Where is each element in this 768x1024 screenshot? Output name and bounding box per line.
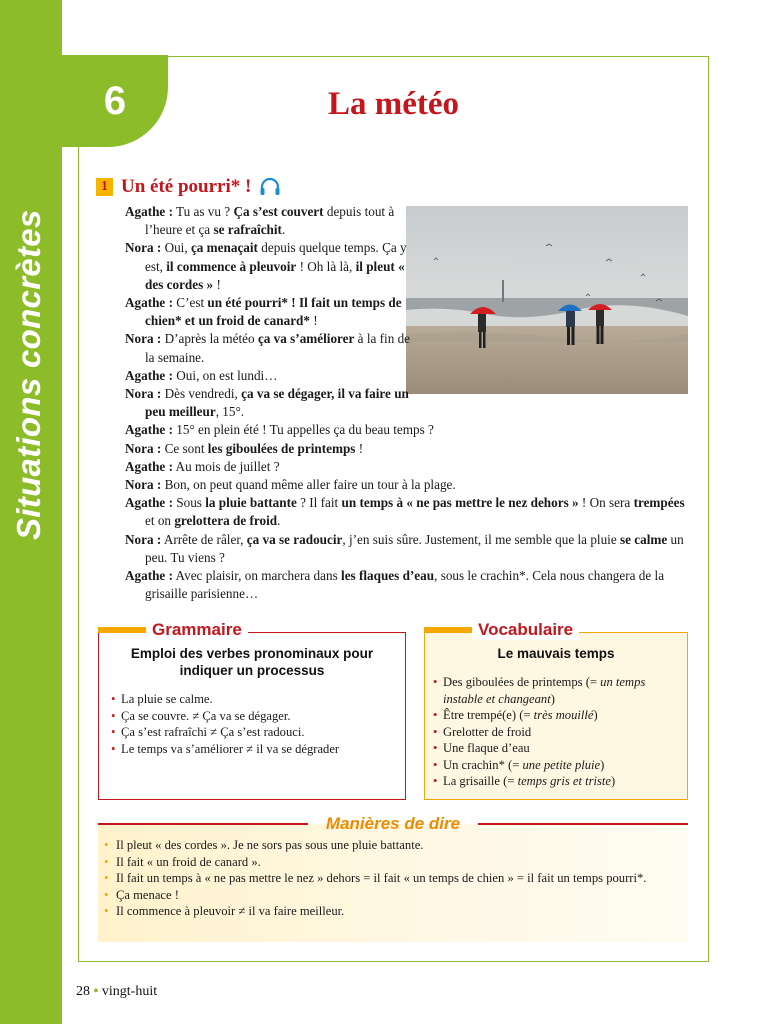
speaker-name: Nora : <box>125 440 162 456</box>
dialogue-text: Sous <box>172 495 206 511</box>
dialogue-line <box>125 294 415 330</box>
grammar-subtitle: Emploi des verbes pronominaux pour indiquer un processus <box>130 646 374 678</box>
vocabulary-list <box>425 674 687 790</box>
dialogue-text: un été pourri* ! Il fait un temps de chien* et un froid de canard* <box>145 295 402 329</box>
speaker-name: Nora : <box>125 531 162 547</box>
vocabulary-subtitle: Le mauvais temps <box>497 646 615 661</box>
dialogue-text: Arrête de râler, <box>161 531 247 547</box>
dialogue-text: D’après la météo <box>161 331 258 347</box>
dialogue-text: un temps à « ne pas mettre le nez dehors » <box>341 495 579 511</box>
grammar-item: • Le temps va s’améliorer ≠ il va se dégrader <box>111 741 405 758</box>
dialogue-text: ! Oh là là, <box>296 258 356 274</box>
dialogue-text: ça va s’améliorer <box>257 331 355 347</box>
speaker-name: Agathe : <box>125 458 173 474</box>
dialogue-text: ! <box>213 276 221 292</box>
dialogue-text: Tu as vu ? <box>172 204 234 219</box>
dialogue-text: et on <box>145 513 175 529</box>
speaker-name: Agathe : <box>125 295 173 311</box>
dialogue-text: à la fin de la semaine. <box>145 331 411 365</box>
dialogue-text: ça va se radoucir <box>246 531 343 547</box>
dialogue-line <box>125 458 685 476</box>
vocabulary-item: • Un crachin* (= une petite pluie) <box>433 757 687 774</box>
manieres-item: • Il fait un temps à « ne pas mettre le nez » dehors = il fait « un temps de chien » = il fait un temps pourri*. <box>104 870 682 887</box>
dialogue-text: un peu. Tu viens ? <box>145 531 684 565</box>
dialogue-line <box>125 440 685 458</box>
dialogue-text: depuis tout à l’heure et ça <box>145 204 395 238</box>
speaker-name: Nora : <box>125 331 162 347</box>
dialogue-text: ça menaçait <box>190 240 258 256</box>
speaker-name: Nora : <box>125 386 162 402</box>
speaker-name: Agathe : <box>125 495 173 511</box>
dialogue-text: Ça s’est couvert <box>233 204 324 219</box>
side-title: Situations concrètes <box>10 209 47 540</box>
grammar-header <box>98 622 248 638</box>
manieres-item: • Il fait « un froid de canard ». <box>104 854 682 871</box>
page-footer <box>76 984 157 1000</box>
dialogue-text: depuis quelque temps. Ça y est, <box>145 240 407 274</box>
dialogue-text: se calme <box>620 531 668 547</box>
vocabulary-item: • La grisaille (= temps gris et triste) <box>433 773 687 790</box>
dialogue-text: les flaques d’eau <box>341 568 435 584</box>
grammar-list <box>99 691 405 757</box>
chapter-number: 6 <box>62 55 168 147</box>
manieres-item: • Il commence à pleuvoir ≠ il va faire meilleur. <box>104 903 682 920</box>
dialogue-text: grelottera de froid <box>174 513 278 529</box>
dialogue-text: ! On sera <box>578 495 634 511</box>
speaker-name: Agathe : <box>125 422 173 438</box>
manieres-list <box>104 837 682 920</box>
section-title: Un été pourri* ! <box>121 176 252 197</box>
dialogue-text: ça va se dégager, il va faire un peu meilleur <box>145 386 409 420</box>
speaker-name: Agathe : <box>125 204 173 219</box>
section-header <box>96 176 281 198</box>
grammar-item: • Ça se couvre. ≠ Ça va se dégager. <box>111 708 405 725</box>
dialogue-line <box>125 385 415 421</box>
speaker-name: Nora : <box>125 240 162 256</box>
grammar-item: • Ça s’est rafraîchi ≠ Ça s’est radouci. <box>111 724 405 741</box>
dialogue-text: Bon, on peut quand même aller faire un tour à la plage. <box>161 477 456 493</box>
dialogue-text: ! <box>309 313 318 329</box>
vocabulary-item: • Des giboulées de printemps (= un temps instable et changeant) <box>433 674 687 707</box>
vocabulary-label: Vocabulaire <box>472 620 579 640</box>
dialogue-text: . <box>281 222 286 238</box>
manieres-item: • Ça menace ! <box>104 887 682 904</box>
speaker-name: Nora : <box>125 477 162 493</box>
speaker-name: Agathe : <box>125 367 173 383</box>
section-number: 1 <box>96 178 113 196</box>
dialogue-text: 15° en plein été ! Tu appelles ça du beau temps ? <box>172 422 434 438</box>
dialogue-line <box>125 567 685 603</box>
grammar-box <box>98 632 406 800</box>
vocabulary-box <box>424 632 688 800</box>
dialogue-text: il pleut « des cordes » <box>145 258 405 292</box>
vocabulary-item: • Être trempé(e) (= très mouillé) <box>433 707 687 724</box>
dialogue-text: Dès vendredi, <box>161 386 242 402</box>
dialogue-text: les giboulées de printemps <box>207 440 356 456</box>
vocabulary-header <box>424 622 579 638</box>
manieres-header <box>98 814 688 834</box>
dialogue-text: C’est <box>172 295 208 311</box>
page-words: vingt-huit <box>101 984 158 999</box>
dialogue-text: ! <box>355 440 364 456</box>
dialogue-text: Au mois de juillet ? <box>172 458 280 474</box>
dialogue-text: Avec plaisir, on marchera dans <box>172 568 342 584</box>
dialogue-text: , 15°. <box>215 404 245 420</box>
dialogue-line <box>125 239 415 294</box>
dialogue-line <box>125 476 685 494</box>
dialogue-line <box>125 531 685 567</box>
dialogue <box>125 203 685 603</box>
dialogue-text: il commence à pleuvoir <box>166 258 297 274</box>
headphones-icon[interactable] <box>259 177 281 197</box>
dialogue-text: . <box>277 513 281 529</box>
dialogue-text: , j’en suis sûre. Justement, il me semble que la pluie <box>342 531 620 547</box>
grammar-label: Grammaire <box>146 620 248 640</box>
page-number: 28 <box>76 984 90 999</box>
manieres-item: • Il pleut « des cordes ». Je ne sors pas sous une pluie battante. <box>104 837 682 854</box>
footer-bullet: • <box>93 984 102 999</box>
grammar-item: • La pluie se calme. <box>111 691 405 708</box>
dialogue-text: , sous le crachin*. Cela nous changera de la grisaille parisienne… <box>145 568 665 602</box>
speaker-name: Agathe : <box>125 568 173 584</box>
page-title: La météo <box>327 86 460 122</box>
dialogue-text: ? Il fait <box>296 495 342 511</box>
dialogue-text: Oui, on est lundi… <box>172 367 278 383</box>
manieres-label: Manières de dire <box>325 814 461 833</box>
dialogue-line <box>125 421 685 439</box>
dialogue-line <box>125 494 685 530</box>
dialogue-text: Ce sont <box>161 440 208 456</box>
dialogue-text: se rafraîchit <box>213 222 282 238</box>
dialogue-line <box>125 203 415 239</box>
dialogue-text: Oui, <box>161 240 191 256</box>
dialogue-line <box>125 367 415 385</box>
dialogue-text: trempées <box>633 495 685 511</box>
vocabulary-item: • Grelotter de froid <box>433 724 687 741</box>
dialogue-text: la pluie battante <box>205 495 297 511</box>
vocabulary-item: • Une flaque d’eau <box>433 740 687 757</box>
dialogue-line <box>125 330 415 366</box>
